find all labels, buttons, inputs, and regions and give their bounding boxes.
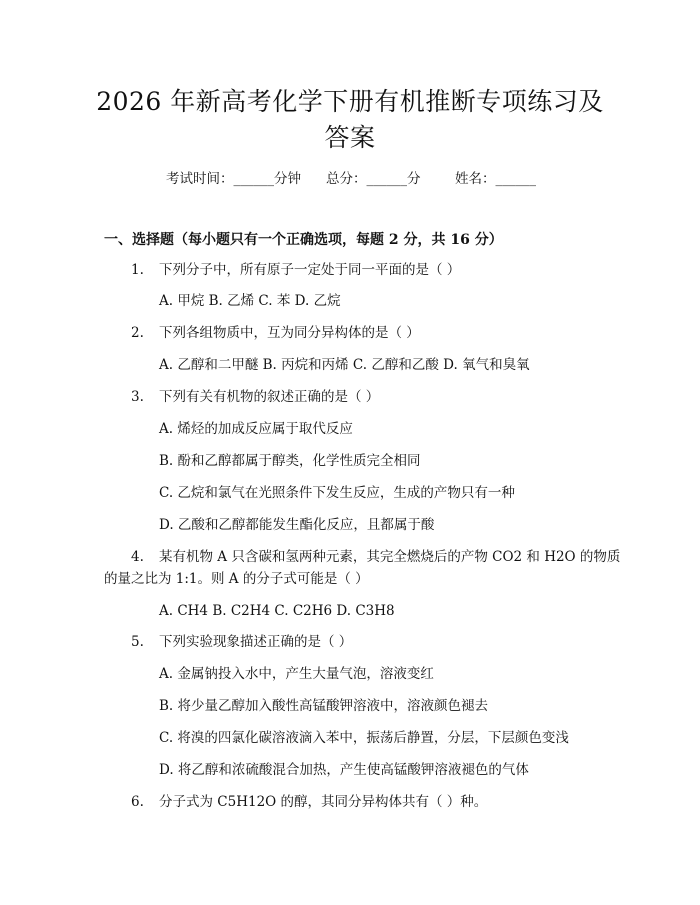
question-3-option-d: D. 乙酸和乙醇都能发生酯化反应，且都属于酸	[159, 517, 435, 533]
question-4	[131, 548, 620, 566]
question-5-option-a: A. 金属钠投入水中，产生大量气泡，溶液变红	[159, 666, 434, 682]
question-5-option-b: B. 将少量乙醇加入酸性高锰酸钾溶液中，溶液颜色褪去	[159, 698, 489, 714]
section-heading: 一、选择题（每小题只有一个正确选项，每题 2 分，共 16 分）	[104, 232, 503, 248]
question-text: 某有机物 A 只含碳和氢两种元素，其完全燃烧后的产物 CO2 和 H2O 的物质	[159, 549, 621, 565]
question-2	[131, 324, 420, 342]
question-6	[131, 793, 487, 811]
question-1	[131, 261, 460, 279]
question-1-options: A. 甲烷 B. 乙烯 C. 苯 D. 乙烷	[159, 293, 341, 309]
question-2-options: A. 乙醇和二甲醚 B. 丙烷和丙烯 C. 乙醇和乙酸 D. 氧气和臭氧	[159, 357, 530, 373]
student-name-label: 姓名：______	[455, 171, 536, 187]
question-5-option-c: C. 将溴的四氯化碳溶液滴入苯中，振荡后静置，分层，下层颜色变浅	[159, 730, 569, 746]
question-text: 下列分子中，所有原子一定处于同一平面的是（ ）	[159, 262, 461, 278]
question-3	[131, 388, 379, 406]
question-3-option-a: A. 烯烃的加成反应属于取代反应	[159, 421, 353, 437]
question-number: 1.	[131, 262, 144, 278]
question-number: 3.	[131, 389, 144, 405]
question-3-option-b: B. 酚和乙醇都属于醇类，化学性质完全相同	[159, 453, 421, 469]
question-text: 下列各组物质中，互为同分异构体的是（ ）	[159, 325, 420, 341]
document-title	[60, 84, 640, 156]
question-5-option-d: D. 将乙醇和浓硫酸混合加热，产生使高锰酸钾溶液褪色的气体	[159, 762, 529, 778]
question-text: 下列有关有机物的叙述正确的是（ ）	[159, 389, 380, 405]
question-5	[131, 633, 352, 651]
question-3-option-c: C. 乙烷和氯气在光照条件下发生反应，生成的产物只有一种	[159, 485, 515, 501]
title-line-2: 答案	[324, 123, 376, 152]
title-line-1: 2026 年新高考化学下册有机推断专项练习及	[96, 87, 604, 116]
question-number: 4.	[131, 549, 144, 565]
question-number: 2.	[131, 325, 144, 341]
question-number: 6.	[131, 794, 144, 810]
question-text: 下列实验现象描述正确的是（ ）	[159, 634, 353, 650]
total-score-label: 总分：______分	[326, 171, 421, 187]
question-4-continued: 的量之比为 1:1。则 A 的分子式可能是（ ）	[104, 571, 369, 587]
question-4-options: A. CH4 B. C2H4 C. C2H6 D. C3H8	[159, 603, 395, 619]
question-text: 分子式为 C5H12O 的醇，其同分异构体共有（ ）种。	[159, 794, 488, 810]
exam-time-label: 考试时间：______分钟	[166, 171, 301, 187]
question-number: 5.	[131, 634, 144, 650]
